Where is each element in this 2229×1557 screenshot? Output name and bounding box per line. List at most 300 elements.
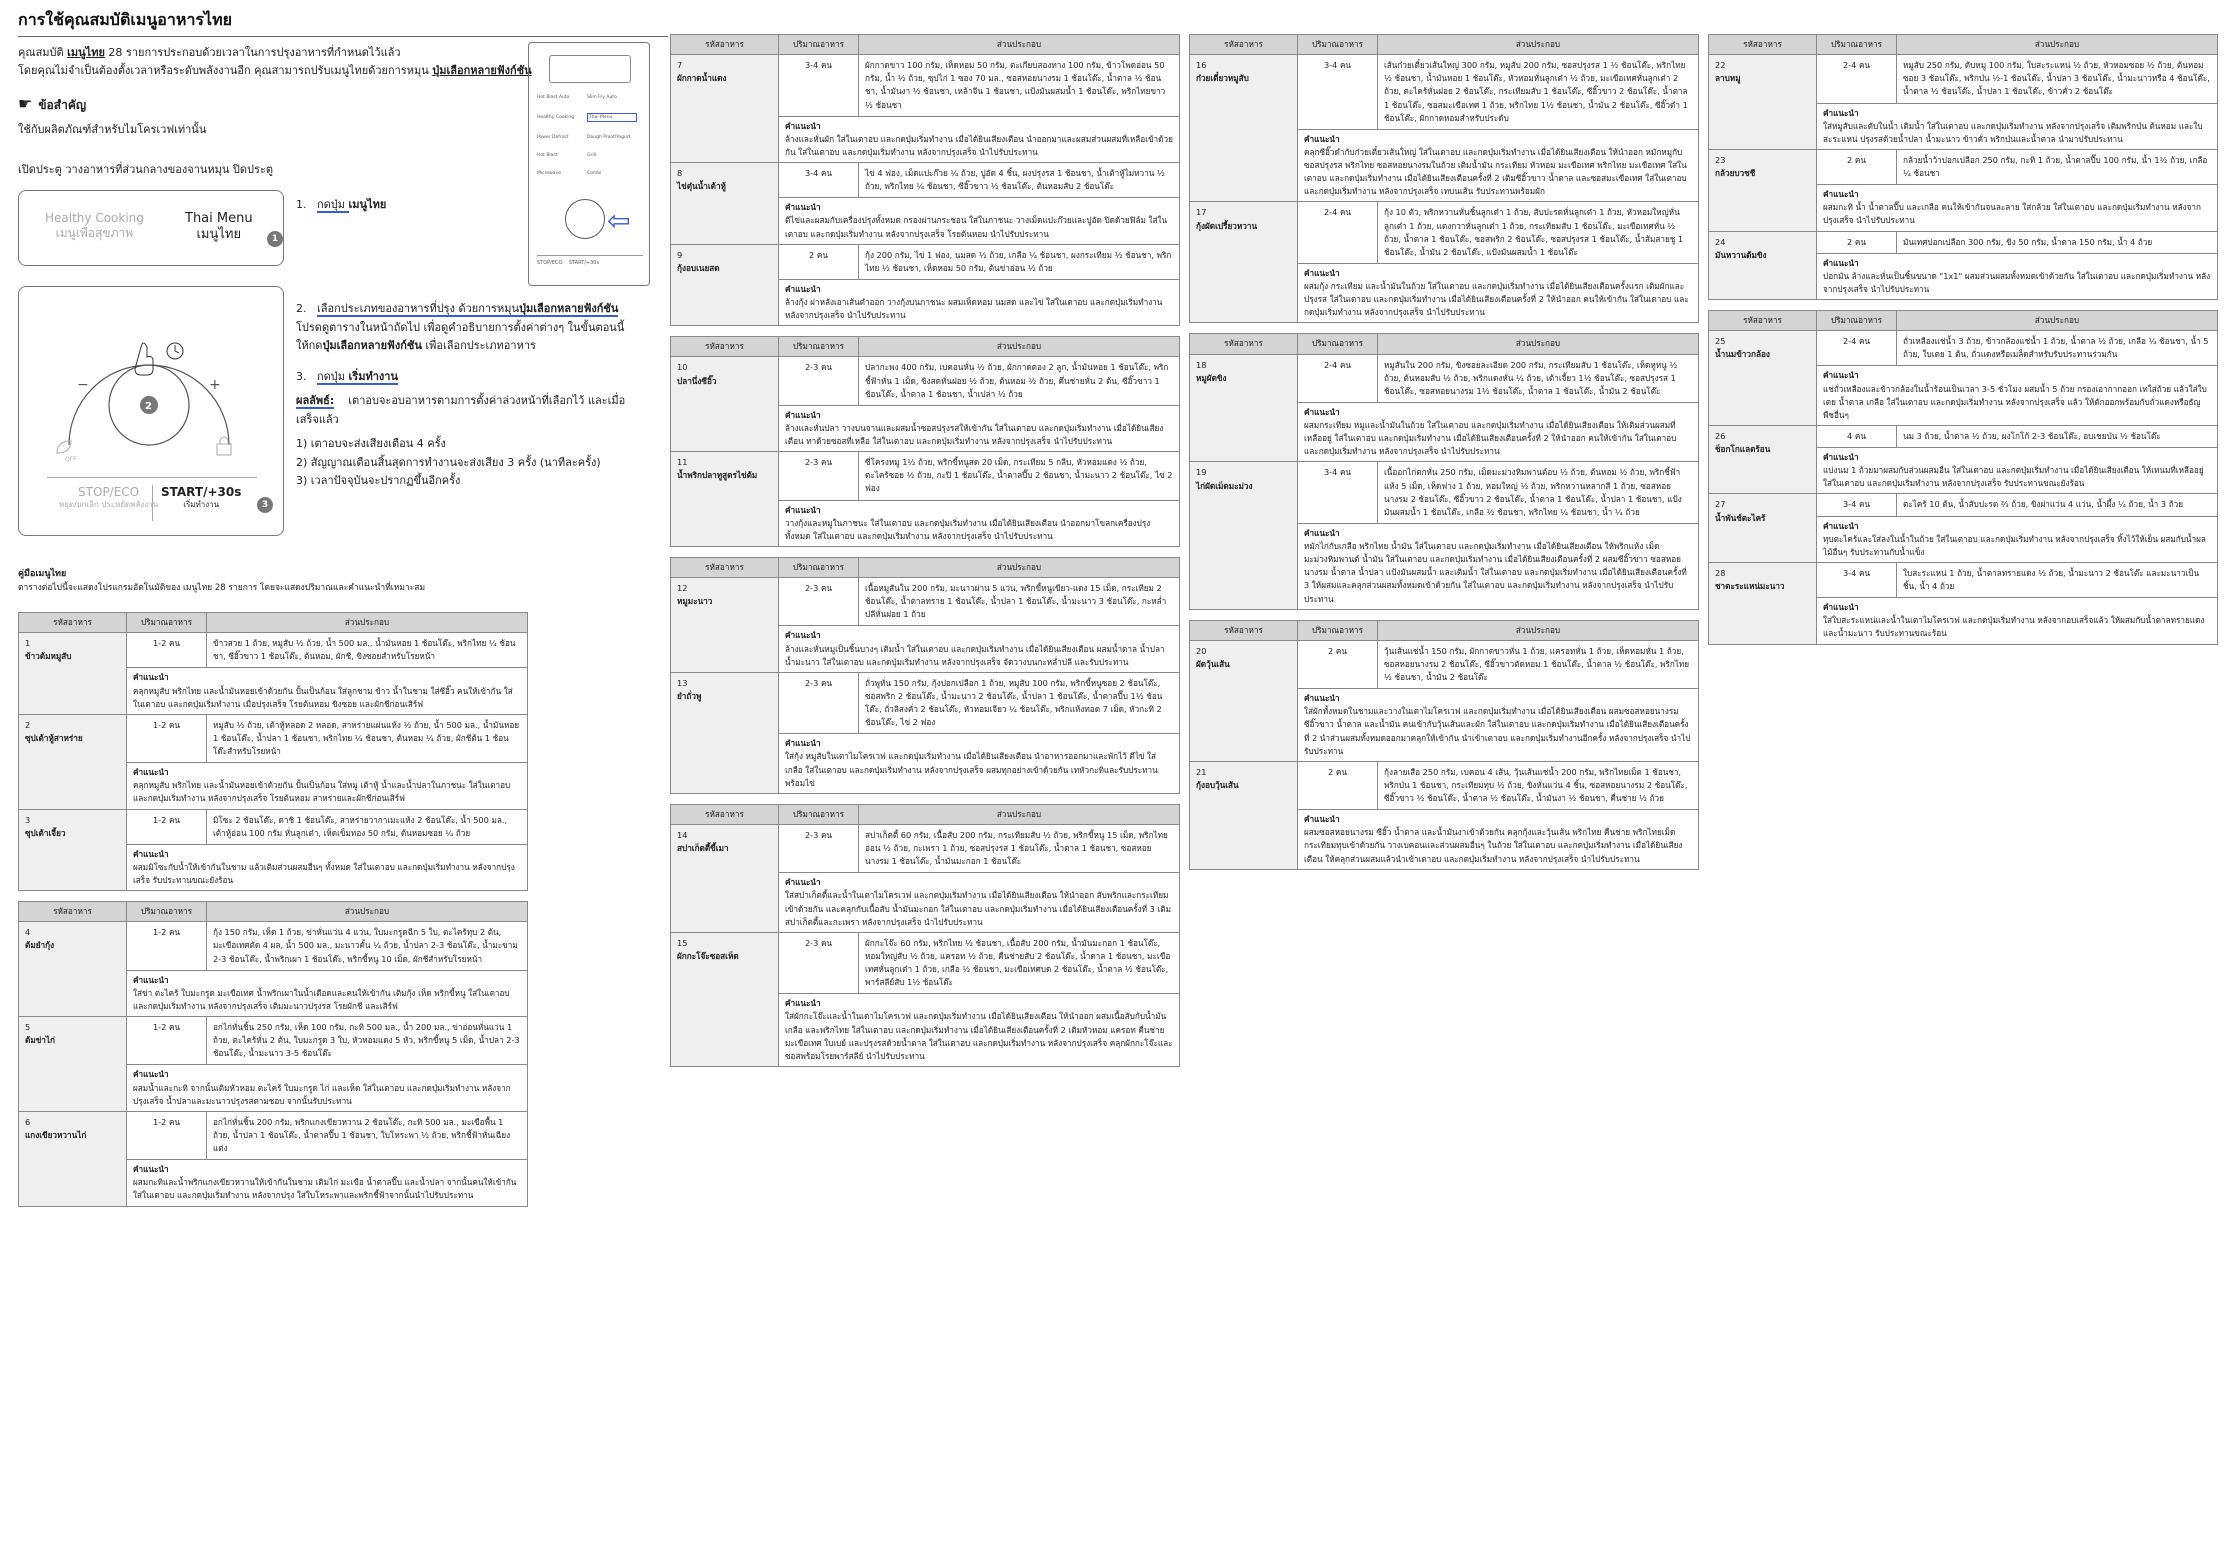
table-row: [19, 633, 528, 668]
recipe-ingredients: เส้นก๋วยเตี๋ยวเส้นใหญ่ 300 กรัม, หมูสับ 200 กรัม, ซอสปรุงรส 1 ½ ช้อนโต๊ะ, พริกไทย ½ ช้อนชา, น้ำมันหอย 1 ช้อนโต๊ะ, หัวหอมหั่นลูกเต๋า ½ ถ้วย, มะเขือเทศหั่นลูกเต๋า 2 ถ้วย, ตะไคร้หั่นฝอย 2 ช้อนโต๊ะ, กระเทียมสับ 1 ช้อนโต๊ะ, ซีอิ๊วขาว 2 ช้อนโต๊ะ, น้ำตาล 1 ช้อนโต๊ะ, ซอสมะเขือเทศ 1 ถ้วย, พริกไทย 1½ ช้อนชา, น้ำมัน 2 ช้อนโต๊ะ, ซีอิ๊วดำ 1 ช้อนโต๊ะ, ผักกาดหอมสำหรับประดับ: [1378, 55, 1699, 130]
recipe-quantity: 2 คน: [1817, 149, 1897, 184]
table-row: [1709, 494, 2218, 516]
recipe-ingredients: มิโซะ 2 ช้อนโต๊ะ, ดาชิ 1 ช้อนโต๊ะ, สาหร่ายวากาเมะแห้ง 2 ช้อนโต๊ะ, น้ำ 500 มล., เต้าหู้อ่อน 100 กรัม หั่นลูกเต๋า, เห็ดเข็มทอง 50 กรัม, ต้นหอมซอย ¼ ถ้วย: [207, 809, 528, 844]
open-door-instruction: เปิดประตู วางอาหารที่ส่วนกลางของจานหมุน ปิดประตู: [18, 162, 274, 176]
recipe-number: 9: [677, 249, 683, 260]
header-qty: ปริมาณอาหาร: [779, 557, 859, 577]
recipe-name: ผักกาดน้ำแดง: [677, 73, 727, 84]
recipe-table: [18, 612, 528, 891]
recipe-tip: [779, 734, 1180, 794]
recipe-tip: [127, 763, 528, 809]
recipe-name-cell: [671, 932, 779, 1066]
recipe-quantity: 1-2 คน: [127, 633, 207, 668]
tip-text: คลุกซีอิ๊วดำกับก๋วยเตี๋ยวเส้นใหญ่ ใส่ในเตาอบ และกดปุ่มเริ่มทำงาน เมื่อได้ยินเสียงเตือน ให้นำออก หมักหมูกับซอสปรุงรส พริกไทย ซอสหอยนางรมในถ้วย เติมน้ำมัน กระเทียม หัวหอม มะเขือเทศ พริกไทย มะเขือเทศ ใส่ในเตาอบ และกดปุ่มเริ่มทำงาน เมื่อได้ยินเสียงเตือนครั้งที่ 2 เติมซีอิ๊วขาว น้ำตาล และซอสมะเขือเทศ ใส่ในเตาอบ และกดปุ่มเริ่มทำงาน หลังจากปรุงเสร็จ เทบนเส้น รับประทานพร้อมผัก: [1304, 146, 1687, 197]
recipe-name-cell: [1190, 761, 1298, 869]
tip-text: ใส่ผักทั้งหมดในชามและวางในเตาไมโครเวฟ และกดปุ่มเริ่มทำงาน เมื่อได้ยินเสียงเตือน ผสมซอสหอยนางรม ซีอิ๊วขาว น้ำตาล และน้ำมัน คนเข้ากับวุ้นเส้นและผัก ใส่ในเตาอบ และกดปุ่มเริ่มทำงาน เมื่อได้ยินเสียงเตือนครั้งที่ 2 นำส่วนผสมทั้งหมดออกมาคลุกให้เข้ากัน นำเข้าเตาอบ และกดปุ่มเริ่มทำงานอีกครั้ง หลังจากปรุงเสร็จ นำไปรับประทาน: [1304, 706, 1691, 756]
recipe-quantity: 1-2 คน: [127, 922, 207, 970]
tip-label: คำแนะนำ: [133, 974, 169, 985]
recipe-ingredients: หมูสับ 250 กรัม, ตับหมู 100 กรัม, ใบสะระแหน่ ½ ถ้วย, หัวหอมซอย ½ ถ้วย, ต้นหอมซอย 3 ช้อนโต๊ะ, พริกป่น ½-1 ช้อนโต๊ะ, น้ำปลา 3 ช้อนโต๊ะ, น้ำมะนาวหรือ 4 ช้อนโต๊ะ, น้ำตาล ½ ช้อนโต๊ะ, น้ำปลา 1 ช้อนโต๊ะ, ข้าวคั่ว 2 ช้อนโต๊ะ: [1897, 55, 2218, 103]
recipe-tip: [1817, 103, 2218, 149]
tip-label: คำแนะนำ: [1304, 267, 1340, 278]
recipe-name: น้ำพันช์ตะไคร้: [1715, 512, 1766, 523]
recipe-name: ซุปเต้าหู้สาหร่าย: [25, 732, 83, 743]
important-heading: ☛ ข้อสำคัญ: [18, 94, 87, 114]
table-row: [1709, 331, 2218, 366]
step-badge-1: 1: [267, 231, 283, 247]
tip-label: คำแนะนำ: [133, 672, 169, 683]
svg-text:OFF: OFF: [65, 455, 77, 463]
recipe-ingredients: ข้าวสวย 1 ถ้วย, หมูสับ ½ ถ้วย, น้ำ 500 มล., น้ำมันหอย 1 ช้อนโต๊ะ, พริกไทย ¼ ช้อนชา, ซีอิ๊วขาว 1 ช้อนโต๊ะ, ต้นหอม, ผักชี, ขิงซอยสำหรับโรยหน้า: [207, 633, 528, 668]
recipe-name: สปาเก็ตตี้ขี้เมา: [677, 843, 729, 853]
recipe-ingredients: ตะไคร้ 10 ต้น, น้ำสับปะรด ⅔ ถ้วย, ขิงผ่าแว่น 4 แว่น, น้ำผึ้ง ¼ ถ้วย, น้ำ 3 ถ้วย: [1897, 494, 2218, 516]
recipe-ingredients: ไข่ 4 ฟอง, เม็ดแปะก๊วย ¼ ถ้วย, ปูอัด 4 ชิ้น, ผงปรุงรส 1 ช้อนชา, น้ำเต้าหู้ไม่หวาน ½ ถ้วย, พริกไทย ¼ ช้อนชา, ซีอิ๊วขาว ½ ช้อนโต๊ะ, ต้นหอมสับ 2 ช้อนโต๊ะ: [859, 163, 1180, 198]
recipe-ingredients: นม 3 ถ้วย, น้ำตาล ½ ถ้วย, ผงโกโก้ 2-3 ช้อนโต๊ะ, อบเชยป่น ½ ช้อนโต๊ะ: [1897, 425, 2218, 447]
header-qty: ปริมาณอาหาร: [127, 902, 207, 922]
table-row: [1709, 149, 2218, 184]
dial-knob-icon: [565, 199, 605, 239]
dial-panel-illustration: [18, 286, 284, 536]
recipe-table: [670, 804, 1180, 1067]
panel-row: Hot Blast Grill: [537, 153, 597, 158]
recipe-name: กุ้งผัดเปรี้ยวหวาน: [1196, 220, 1258, 231]
recipe-number: 8: [677, 168, 683, 178]
important-note: ใช้กับผลิตภัณฑ์สำหรับไมโครเวฟเท่านั้น: [18, 122, 207, 136]
recipe-quantity: 2-3 คน: [779, 357, 859, 405]
tip-label: คำแนะนำ: [1823, 257, 1859, 268]
tip-label: คำแนะนำ: [785, 120, 821, 131]
multi-function-selector-term: ปุ่มเลือกหลายฟังก์ชัน: [432, 64, 532, 78]
recipe-column-3: [1189, 34, 1699, 880]
recipe-tip: [779, 626, 1180, 672]
recipe-tip: [779, 279, 1180, 325]
recipe-tip: [779, 405, 1180, 451]
recipe-tip: [127, 1065, 528, 1111]
table-row: [1190, 462, 1699, 524]
recipe-number: 19: [1196, 467, 1207, 478]
recipe-number: 25: [1715, 336, 1726, 347]
recipe-name: ไข่ตุ๋นน้ำเต้าหู้: [677, 181, 726, 192]
tip-text: ผสมกะทิ น้ำ น้ำตาลปี๊บ และเกลือ คนให้เข้ากันจนละลาย ใส่กล้วย ใส่ในเตาอบ และกดปุ่มเริ่มทำงาน หลังจากปรุงเสร็จ นำไปรับประทาน: [1823, 202, 2201, 226]
recipe-name-cell: [1190, 55, 1298, 202]
recipe-name: กล้วยบวชชี: [1715, 168, 1756, 178]
intro-text: คุณสมบัติ เมนูไทย 28 รายการประกอบด้วยเวลาในการปรุงอาหารที่กำหนดไว้แล้ว โดยคุณไม่จำเป็นต้องตั้งเวลาหรือระดับพลังงานอีก คุณสามารถปรับเมนูไทยด้วยการหมุน ปุ่มเลือกหลายฟังก์ชัน: [18, 46, 532, 78]
recipe-name: หมูผัดขิง: [1196, 372, 1227, 383]
header-ingredients: ส่วนประกอบ: [1378, 620, 1699, 640]
header-code: รหัสอาหาร: [19, 902, 127, 922]
recipe-number: 28: [1715, 567, 1726, 578]
recipe-ingredients: ปลากะพง 400 กรัม, เบคอนหั่น ½ ถ้วย, ผักกาดดอง 2 ลูก, น้ำมันหอย 1 ช้อนโต๊ะ, พริกชี้ฟ้าหั่น 1 เม็ด, ขิงสดหั่นฝอย ½ ถ้วย, ต้นหอม ½ ถ้วย, คึ่นช่ายหั่น 2 ต้น, ซีอิ๊วขาว 1 ช้อนโต๊ะ, น้ำตาล 1 ช้อนชา, น้ำเปล่า ½ ถ้วย: [859, 357, 1180, 405]
recipe-number: 13: [677, 677, 688, 688]
recipe-ingredients: เนื้ออกไก่ตกหั่น 250 กรัม, เม็ดมะม่วงหิมพานต์อบ ½ ถ้วย, ต้นหอม ½ ถ้วย, พริกชี้ฟ้าแห้ง 5 เม็ด, เห็ดฟาง 1 ถ้วย, หอมใหญ่ ½ ถ้วย, พริกหวานหลากสี 1 ถ้วย, ซอสหอยนางรม 2 ช้อนโต๊ะ, ซีอิ๊วขาว 2 ช้อนโต๊ะ, น้ำตาล 1 ช้อนโต๊ะ, น้ำปลา 1 ช้อนชา, แป้งมันผสมน้ำ 1 ช้อนโต๊ะ, เกลือ ½ ช้อนชา, พริกไทย ¼ ช้อนชา, น้ำ ¼ ถ้วย: [1378, 462, 1699, 524]
table-row: [671, 55, 1180, 117]
table-header-row: [19, 613, 528, 633]
result-item: 3) เวลาปัจจุบันจะปรากฏขึ้นอีกครั้ง: [296, 474, 461, 488]
tip-text: คลุกหมูสับ พริกไทย และน้ำมันหอยเข้าด้วยกัน ปั้นเป็นก้อน ใส่หมู เต้าหู้ น้ำและน้ำปลาในภาชนะ ใส่ในเตาอบ และกดปุ่มเริ่มทำงาน หลังจากปรุงเสร็จ โรยต้นหอม สาหร่ายและผักชีก่อนเสิร์ฟ: [133, 780, 511, 804]
tip-label: คำแนะนำ: [133, 1164, 169, 1175]
recipe-number: 1: [25, 638, 31, 649]
recipe-quantity: 2-3 คน: [779, 452, 859, 500]
tip-label: คำแนะนำ: [785, 202, 821, 213]
table-row: [1190, 55, 1699, 130]
tip-text: คลุกหมูสับ พริกไทย และน้ำมันหอยเข้าด้วยกัน ปั้นเป็นก้อน ใส่ลูกชาม ข้าว น้ำในชาม ใส่ซีอิ๊ว คนให้เข้ากัน ใส่ในเตาอบ และกดปุ่มเริ่มทำงาน เมื่อปรุงเสร็จ โรยต้นหอม ขิงซอย และผักชีก่อนเสิร์ฟ: [133, 685, 513, 709]
eco-off-icon: [53, 437, 77, 463]
tip-label: คำแนะนำ: [1823, 520, 1859, 531]
recipe-name-cell: [1190, 462, 1298, 609]
tip-text: ใส่กุ้ง หมูสับในเตาไมโครเวฟ และกดปุ่มเริ่มทำงาน เมื่อได้ยินเสียงเตือน นำอาหารออกมาและพักไว้ ตีไข่ ใส่เกลือ ใส่ในเตาอบ และกดปุ่มเริ่มทำงาน หลังจากปรุงเสร็จ ผสมทุกอย่างเข้าด้วยกัน เทหัวกะทิและรับประทานพร้อมไข่: [785, 751, 1158, 788]
recipe-ingredients: อกไก่หั่นชิ้น 250 กรัม, เห็ด 100 กรัม, กะทิ 500 มล., น้ำ 200 มล., ข่าอ่อนหั่นแว่น 1 ถ้วย, ตะไคร้หั่น 2 ต้น, ใบมะกรูด 3 ใบ, หัวหอมแดง 5 หัว, พริกขี้หนู 5 เม็ด, น้ำปลา 2-3 ช้อนโต๊ะ, น้ำมะนาว 3-5 ช้อนโต๊ะ: [207, 1017, 528, 1065]
table-header-row: [1190, 35, 1699, 55]
tip-text: ผสมกระเทียม หมูและน้ำมันในถ้วย ใส่ในเตาอบ และกดปุ่มเริ่มทำงาน เมื่อได้ยินเสียงเตือน ให้เติมส่วนผสมที่เหลืออยู่ ใส่ในเตาอบ และกดปุ่มเริ่มทำงาน เมื่อได้ยินเสียงเตือนครั้งที่ 2 ให้นำออก คนให้เข้ากัน ใส่ในเตาอบ และกดปุ่มเริ่มทำงาน หลังจากปรุงเสร็จ นำไปรับประทาน: [1304, 420, 1677, 457]
recipe-ingredients: วุ้นเส้นแช่น้ำ 150 กรัม, ผักกาดขาวหั่น 1 ถ้วย, แครอทหั่น 1 ถ้วย, เห็ดหอมหั่น 1 ถ้วย, ซอสหอยนางรม 2 ช้อนโต๊ะ, ซีอิ๊วขาวตัดหอม 1 ช้อนโต๊ะ, น้ำตาล ½ ช้อนโต๊ะ, พริกไทย ½ ช้อนชา, น้ำมัน 2 ช้อนโต๊ะ: [1378, 640, 1699, 688]
recipe-tip: [779, 198, 1180, 244]
recipe-column-1: [18, 612, 528, 1217]
panel-row: Healthy Cooking Thai Menu: [537, 113, 643, 122]
multi-function-dial-icon: [57, 335, 241, 455]
tip-text: ทุบตะไคร้และใส่ลงในน้ำในถ้วย ใส่ในเตาอบ และกดปุ่มเริ่มทำงาน หลังจากปรุงเสร็จ ทิ้งไว้ให้เย็น ผสมกับน้ำผลไม้อื่นๆ รับประทานกับน้ำแข็ง: [1823, 533, 2206, 557]
recipe-table: [18, 901, 528, 1206]
header-ingredients: ส่วนประกอบ: [1378, 35, 1699, 55]
table-row: [671, 672, 1180, 734]
recipe-table: [1708, 34, 2218, 300]
recipe-name: มันหวานต้มขิง: [1715, 249, 1767, 260]
tip-text: แบ่งนม 1 ถ้วยมาผสมกับส่วนผสมอื่น ใส่ในเตาอบ และกดปุ่มเริ่มทำงาน เมื่อได้ยินเสียงเตือน ให้เทนมที่เหลืออยู่ ใส่ในเตาอบ และกดปุ่มเริ่มทำงาน หลังจากปรุงเสร็จ รับประทานขณะยังร้อน: [1823, 465, 2204, 489]
tip-label: คำแนะนำ: [785, 630, 821, 641]
tip-text: ตีไข่และผสมกับเครื่องปรุงทั้งหมด กรองผ่านกระชอน ใส่ในภาชนะ วางเม็ดแปะก๊วยและปูอัด ปิดด้วยฟิล์ม ใส่ในเตาอบ และกดปุ่มเริ่มทำงาน หลังจากปรุงเสร็จ โรยต้นหอม นำไปรับประทาน: [785, 215, 1168, 239]
recipe-name-cell: [671, 824, 779, 932]
header-code: รหัสอาหาร: [1190, 620, 1298, 640]
tip-label: คำแนะนำ: [1304, 527, 1340, 538]
table-row: [1190, 640, 1699, 688]
recipe-name-cell: [19, 922, 127, 1017]
tip-text: ล้างกุ้ง ผ่าหลังเอาเส้นดำออก วางกุ้งบนภาชนะ ผสมเห็ดหอม นมสด และไข่ ใส่ในเตาอบ และกดปุ่มเริ่มทำงาน หลังจากปรุงเสร็จ นำไปรับประทาน: [785, 297, 1163, 321]
tip-text: ใส่ข่า ตะไคร้ ใบมะกรูด มะเขือเทศ น้ำพริกเผาในน้ำเดือดและคนให้เข้ากัน เติมกุ้ง เห็ด พริกขี้หนู ใส่ในเตาอบและกดปุ่มเริ่มทำงาน หลังจากปรุงเสร็จ เติมมะนาวปรุงรส โรยผักชี และเสิร์ฟ: [133, 987, 510, 1011]
recipe-name-cell: [1709, 331, 1817, 426]
recipe-quantity: 2-3 คน: [779, 578, 859, 626]
tip-label: คำแนะนำ: [785, 504, 821, 515]
table-row: [671, 824, 1180, 872]
recipe-name-cell: [1709, 55, 1817, 150]
recipe-name-cell: [671, 357, 779, 452]
header-qty: ปริมาณอาหาร: [1298, 620, 1378, 640]
recipe-tip: [1298, 810, 1699, 870]
recipe-number: 16: [1196, 60, 1207, 71]
recipe-name-cell: [671, 163, 779, 245]
step-1: 1. กดปุ่ม เมนูไทย: [296, 198, 387, 211]
tip-label: คำแนะนำ: [1823, 452, 1859, 462]
tip-text: ผสมกะทิและน้ำพริกแกงเขียวหวานให้เข้ากันในชาม เติมไก่ มะเขือ น้ำตาลปี๊บ และน้ำปลา จากนั้นคนให้เข้ากัน ใส่ในเตาอบ และกดปุ่มเริ่มทำงาน หลังจากปรุง ใส่ใบโหระพาและพริกชี้ฟ้าจากนั้นนำไปรับประทาน: [133, 1177, 517, 1201]
recipe-number: 7: [677, 60, 683, 71]
header-ingredients: ส่วนประกอบ: [859, 337, 1180, 357]
header-qty: ปริมาณอาหาร: [1817, 35, 1897, 55]
recipe-number: 17: [1196, 207, 1207, 218]
header-code: รหัสอาหาร: [1190, 334, 1298, 354]
tip-text: วางกุ้งและหมูในภาชนะ ใส่ในเตาอบ และกดปุ่มเริ่มทำงาน เมื่อได้ยินเสียงเตือน นำออกมาโขลกเครื่องปรุงทั้งหมด ใส่ในเตาอบ และกดปุ่มเริ่มทำงาน หลังจากปรุงเสร็จ นำไปรับประทาน: [785, 517, 1151, 541]
header-code: รหัสอาหาร: [671, 557, 779, 577]
mode-panel-illustration: [18, 190, 284, 266]
tip-label: คำแนะนำ: [1304, 406, 1340, 417]
lock-icon: [215, 435, 233, 457]
recipe-name-cell: [1190, 354, 1298, 462]
recipe-tip: [1817, 366, 2218, 426]
microwave-control-panel-illustration: [528, 42, 650, 286]
recipe-ingredients: สปาเก็ตตี้ 60 กรัม, เนื้อสับ 200 กรัม, กระเทียมสับ ½ ถ้วย, พริกขี้หนู 15 เม็ด, พริกไทยอ่อน ½ ถ้วย, กะเพรา 1 ถ้วย, ซอสปรุงรส 1 ช้อนโต๊ะ, น้ำตาล 1 ช้อนชา, ซอสหอยนางรม 1 ช้อนโต๊ะ, น้ำมันมะกอก 1 ช้อนโต๊ะ: [859, 824, 1180, 872]
recipe-tip: [1298, 689, 1699, 762]
recipe-tip: [1298, 402, 1699, 462]
recipe-quantity: 2-4 คน: [1298, 202, 1378, 264]
recipe-quantity: 3-4 คน: [1817, 562, 1897, 597]
recipe-quantity: 2-3 คน: [779, 932, 859, 994]
table-row: [671, 578, 1180, 626]
recipe-table: [670, 34, 1180, 326]
result-list: [296, 435, 601, 491]
recipe-name: ต้มยำกุ้ง: [25, 940, 55, 951]
recipe-tip: [1298, 523, 1699, 609]
page-title: การใช้คุณสมบัติเมนูอาหารไทย: [18, 8, 668, 37]
recipe-quantity: 2-3 คน: [779, 672, 859, 734]
recipe-name: ลาบหมู: [1715, 73, 1741, 84]
recipe-tip: [1817, 185, 2218, 231]
recipe-quantity: 2-4 คน: [1298, 354, 1378, 402]
recipe-number: 11: [677, 457, 688, 468]
header-qty: ปริมาณอาหาร: [779, 35, 859, 55]
recipe-name: ผัดวุ้นเส้น: [1196, 658, 1230, 669]
recipe-name: ผักกะโจ๊ะซอสเห็ด: [677, 950, 739, 961]
header-qty: ปริมาณอาหาร: [1298, 35, 1378, 55]
recipe-name-cell: [671, 55, 779, 163]
recipe-table: [670, 557, 1180, 794]
header-ingredients: ส่วนประกอบ: [207, 613, 528, 633]
recipe-number: 2: [25, 719, 31, 730]
recipe-quantity: 1-2 คน: [127, 1111, 207, 1159]
tip-text: ปอกมัน ล้างและหั่นเป็นชิ้นขนาด "1x1" ผสมส่วนผสมทั้งหมดเข้าด้วยกัน ใส่ในเตาอบ และกดปุ่มเริ่มทำงาน หลังจากปรุงเสร็จ นำไปรับประทาน: [1823, 270, 2211, 294]
header-ingredients: ส่วนประกอบ: [859, 557, 1180, 577]
step-2: 2. เลือกประเภทของอาหารที่ปรุง ด้วยการหมุนปุ่มเลือกหลายฟังก์ชัน โปรดดูตารางในหน้าถัดไป เพื่อดูคำอธิบายการตั้งค่าต่างๆ ในขั้นตอนนี้ ให้กดปุ่มเลือกหลายฟังก์ชัน เพื่อเลือกประเภทอาหาร: [296, 302, 625, 353]
recipe-tip: [1817, 253, 2218, 299]
thai-menu-button: Thai Menu เมนูไทย: [185, 210, 253, 243]
recipe-quantity: 2-4 คน: [1817, 55, 1897, 103]
table-row: [671, 244, 1180, 279]
tip-label: คำแนะนำ: [1823, 189, 1859, 200]
step-badge-3: 3: [257, 497, 273, 513]
recipe-tip: [1817, 516, 2218, 562]
table-row: [19, 922, 528, 970]
table-header-row: [1190, 334, 1699, 354]
recipe-ingredients: เนื้อหมูสันใน 200 กรัม, มะนาวผ่าน 5 แว่น, พริกขี้หนูเขียว-แดง 15 เม็ด, กระเทียม 2 ช้อนโต๊ะ, น้ำตาลทราย 1 ช้อนโต๊ะ, น้ำปลา 1 ช้อนโต๊ะ, น้ำมะนาว 3 ช้อนโต๊ะ, กะหล่ำปลีหั่นฝอย 1 ถ้วย: [859, 578, 1180, 626]
recipe-number: 26: [1715, 430, 1726, 441]
recipe-ingredients: กุ้ง 150 กรัม, เห็ด 1 ถ้วย, ข่าหั่นแว่น 4 แว่น, ใบมะกรูดฉีก 5 ใบ, ตะไคร้ทุบ 2 ต้น, มะเขือเทศตัด 4 ผล, น้ำ 500 มล., มะนาวคั้น ¼ ถ้วย, น้ำปลา 2-3 ช้อนโต๊ะ, น้ำมะขาม 2-3 ช้อนโต๊ะ, น้ำพริกเผา 1 ช้อนโต๊ะ, พริกขี้หนู 10 เม็ด, ผักชีสำหรับโรยหน้า: [207, 922, 528, 970]
recipe-name: ยำถั่วพู: [677, 690, 702, 701]
recipe-tip: [779, 873, 1180, 933]
recipe-quantity: 1-2 คน: [127, 714, 207, 762]
header-ingredients: ส่วนประกอบ: [207, 902, 528, 922]
tip-text: ใส่ใบสะระแหน่และน้ำในเตาไมโครเวฟ และกดปุ่มเริ่มทำงาน หลังจากอบเสร็จแล้ว ให้ผสมกับน้ำตาลทรายแดงและน้ำมะนาว รับประทานขณะร้อน: [1823, 615, 2205, 639]
recipe-name: แกงเขียวหวานไก่: [25, 1129, 87, 1140]
recipe-name-cell: [1190, 640, 1298, 761]
recipe-tip: [127, 1160, 528, 1206]
table-row: [1190, 202, 1699, 264]
header-code: รหัสอาหาร: [1709, 311, 1817, 331]
recipe-ingredients: ถั่วพูหั่น 150 กรัม, กุ้งปอกเปลือก 1 ถ้วย, หมูสับ 100 กรัม, พริกขี้หนูซอย 2 ช้อนโต๊ะ, ซอสพริก 2 ช้อนโต๊ะ, น้ำมะนาว 2 ช้อนโต๊ะ, น้ำปลา 1 ช้อนโต๊ะ, น้ำตาลปี๊บ 1½ ช้อนโต๊ะ, ถั่วลิสงคั่ว 2 ช้อนโต๊ะ, หัวหอมเจียว ¼ ช้อนโต๊ะ, พริกแห้งทอด 7 เม็ด, หัวกะทิ 2 ช้อนโต๊ะ, ไข่ 2 ฟอง: [859, 672, 1180, 734]
panel-row: Power Defrost Dough Proof/Yogurt: [537, 135, 631, 140]
tip-label: คำแนะนำ: [785, 738, 821, 749]
recipe-tip: [1298, 263, 1699, 323]
thai-menu-term: เมนูไทย: [67, 46, 105, 60]
recipe-ingredients: ผักกะโจ๊ะ 60 กรัม, พริกไทย ½ ช้อนชา, เนื้อสับ 200 กรัม, น้ำมันมะกอก 1 ช้อนโต๊ะ, หอมใหญ่สับ ½ ถ้วย, แครอท ½ ถ้วย, คื่นช่ายสับ 2 ช้อนโต๊ะ, น้ำตาล 1 ช้อนชา, มะเขือเทศหั่นลูกเต๋า 1 ถ้วย, เกลือ ½ ช้อนชา, มะเขือเทศบด 2 ช้อนโต๊ะ, น้ำตาล ½ ช้อนโต๊ะ, พาร์สลีย์สับ 1½ ช้อนโต๊ะ: [859, 932, 1180, 994]
tip-text: ผสมมิโซะกับน้ำให้เข้ากันในชาม แล้วเติมส่วนผสมอื่นๆ ทั้งหมด ใส่ในเตาอบ และกดปุ่มเริ่มทำงาน หลังจากปรุงเสร็จ รับประทานขณะยังร้อน: [133, 861, 515, 885]
header-qty: ปริมาณอาหาร: [1298, 334, 1378, 354]
recipe-name-cell: [1709, 562, 1817, 644]
tip-label: คำแนะนำ: [785, 998, 821, 1009]
table-header-row: [1709, 311, 2218, 331]
recipe-number: 18: [1196, 359, 1207, 370]
header-qty: ปริมาณอาหาร: [779, 804, 859, 824]
recipe-ingredients: กล้วยน้ำว้าปอกเปลือก 250 กรัม, กะทิ 1 ถ้วย, น้ำตาลปี๊บ 100 กรัม, น้ำ 1½ ถ้วย, เกลือ ¼ ช้อนชา: [1897, 149, 2218, 184]
display-screen: [549, 55, 631, 83]
table-row: [671, 357, 1180, 405]
recipe-quantity: 2 คน: [1817, 231, 1897, 253]
recipe-quantity: 3-4 คน: [1298, 462, 1378, 524]
result-item: 1) เตาอบจะส่งเสียงเตือน 4 ครั้ง: [296, 437, 446, 450]
recipe-quantity: 3-4 คน: [1817, 494, 1897, 516]
table-header-row: [671, 337, 1180, 357]
recipe-number: 23: [1715, 154, 1726, 165]
tip-label: คำแนะนำ: [1304, 814, 1340, 825]
recipe-quantity: 2-4 คน: [1817, 331, 1897, 366]
healthy-cooking-label: Healthy Cooking เมนูเพื่อสุขภาพ: [45, 210, 144, 241]
recipe-number: 3: [25, 814, 31, 825]
tip-text: ผสมน้ำและกะทิ จากนั้นเติมหัวหอม ตะไคร้ ใบมะกรูด ไก่ และเห็ด ใส่ในเตาอบ และกดปุ่มเริ่มทำงาน หลังจากปรุงเสร็จ น้ำปลาและมะนาวปรุงรสตามชอบ จากนั้นรับประทาน: [133, 1082, 511, 1106]
recipe-number: 4: [25, 927, 31, 938]
header-qty: ปริมาณอาหาร: [779, 337, 859, 357]
start-button: START/+30s เริ่มทำงาน: [161, 484, 242, 510]
tip-text: ล้างและหั่นผัก ใส่ในเตาอบ และกดปุ่มเริ่มทำงาน เมื่อได้ยินเสียงเตือน นำออกมาและผสมส่วนผสมที่เหลือเข้าด้วยกัน ใส่ในเตาอบ และกดปุ่มเริ่มทำงาน หลังจากปรุงเสร็จ นำไปรับประทาน: [785, 133, 1173, 157]
recipe-name-cell: [671, 244, 779, 326]
header-qty: ปริมาณอาหาร: [127, 613, 207, 633]
header-code: รหัสอาหาร: [671, 35, 779, 55]
recipe-name: น้ำพริกปลาทูสูตรไข่ต้ม: [677, 470, 758, 481]
recipe-tip: [779, 500, 1180, 546]
recipe-number: 5: [25, 1022, 31, 1032]
recipe-ingredients: มันเทศปอกเปลือก 300 กรัม, ขิง 50 กรัม, น้ำตาล 150 กรัม, น้ำ 4 ถ้วย: [1897, 231, 2218, 253]
table-header-row: [671, 804, 1180, 824]
recipe-quantity: 3-4 คน: [779, 163, 859, 198]
step-result: ผลลัพธ์: เตาอบจะอบอาหารตามการตั้งค่าล่วงหน้าที่เลือกไว้ และเมื่อเสร็จแล้ว: [296, 394, 626, 426]
device-buttons: STOP/ECO START/+30s: [537, 255, 643, 267]
recipe-name-cell: [1709, 425, 1817, 494]
tip-label: คำแนะนำ: [133, 767, 169, 778]
recipe-number: 10: [677, 362, 688, 373]
panel-row: Hot Blast Auto Slim Fry Auto: [537, 95, 617, 100]
recipe-ingredients: ถั่วเหลืองแช่น้ำ 3 ถ้วย, ข้าวกล้องแช่น้ำ 1 ถ้วย, น้ำตาล ½ ถ้วย, เกลือ ¼ ช้อนชา, น้ำ 5 ถ้วย, ใบเตย 1 ต้น, ถั่วแดงหรือเมล็ดสำหรับรับประทานร่วมกัน: [1897, 331, 2218, 366]
tip-text: ล้างและหั่นปลา วางบนจานและผสมน้ำซอสปรุงรสให้เข้ากัน ใส่ในเตาอบ และกดปุ่มเริ่มทำงาน เมื่อได้ยินเสียงเตือน ทาด้วยซอสที่เหลือ ใส่ในเตาอบ และกดปุ่มเริ่มทำงาน หลังจากปรุงเสร็จ นำไปรับประทาน: [785, 422, 1164, 446]
tip-text: ใส่ผักกะโจ๊ะและน้ำในเตาไมโครเวฟ และกดปุ่มเริ่มทำงาน เมื่อได้ยินเสียงเตือน ให้นำออก ผสมเนื้อสับกับน้ำมันเกลือ และพริกไทย ใส่ในเตาอบ และกดปุ่มเริ่มทำงาน เมื่อได้ยินเสียงเตือนครั้งที่ 2 เติมหัวหอม แครอท คื่นช่าย มะเขือเทศ ใบเบย์ และปรุงรสด้วยน้ำตาล ใส่ในเตาอบ และกดปุ่มเริ่มทำงาน หลังจากปรุงเสร็จ คลุกผักกะโจ๊ะและซอสพร้อมโรยพาร์สลีย์ นำไปรับประทาน: [785, 1011, 1173, 1061]
recipe-name-cell: [671, 452, 779, 547]
table-header-row: [1709, 35, 2218, 55]
table-row: [671, 932, 1180, 994]
recipe-name: ซุปเต้าเจี้ยว: [25, 827, 66, 838]
recipe-number: 22: [1715, 60, 1726, 71]
table-row: [671, 452, 1180, 500]
table-row: [1190, 761, 1699, 809]
table-row: [19, 1111, 528, 1159]
tip-label: คำแนะนำ: [1304, 133, 1340, 144]
recipe-tip: [127, 844, 528, 890]
arrow-left-icon: ⇦: [607, 204, 631, 237]
recipe-tip: [1298, 129, 1699, 202]
recipe-ingredients: ซี่โครงหมู 1½ ถ้วย, พริกขี้หนูสด 20 เม็ด, กระเทียม 5 กลีบ, หัวหอมแดง ½ ถ้วย, ตะไคร้ซอย ½ ถ้วย, กะปิ 1 ช้อนโต๊ะ, น้ำตาลปี๊บ 2 ช้อนชา, น้ำมะนาว 2 ช้อนโต๊ะ, ไข่ 2 ฟอง: [859, 452, 1180, 500]
tip-label: คำแนะนำ: [133, 1069, 169, 1080]
recipe-ingredients: กุ้งลายเสือ 250 กรัม, เบคอน 4 เส้น, วุ้นเส้นแช่น้ำ 200 กรัม, พริกไทยเม็ด 1 ช้อนชา, พริกป่น 1 ช้อนชา, กระเทียมทุบ ½ ถ้วย, ขิงหั่นแว่น 4 ชิ้น, ซอสหอยนางรม 2 ช้อนโต๊ะ, ซีอิ๊วขาว ½ ช้อนโต๊ะ, น้ำตาล ½ ช้อนโต๊ะ, น้ำมันงา ½ ช้อนชา, คื่นช่าย ½ ถ้วย: [1378, 761, 1699, 809]
recipe-quantity: 1-2 คน: [127, 809, 207, 844]
recipe-name-cell: [19, 633, 127, 715]
tip-text: แช่ถั่วเหลืองและข้าวกล้องในน้ำร้อนเป็นเวลา 3-5 ชั่วโมง ผสมน้ำ 5 ถ้วย กรองเอากากออก เทใส่ถ้วย แล้วใส่ใบเตย น้ำตาล เกลือ ใส่ในเตาอบ และกดปุ่มเริ่มทำงาน หลังจากปรุงเสร็จ แล้ว ให้ตักออกพร้อมกับถั่วแดงหรือธัญพืชอื่นๆ: [1823, 383, 2207, 420]
recipe-name-cell: [1709, 494, 1817, 563]
recipe-name-cell: [671, 578, 779, 673]
recipe-quantity: 2 คน: [779, 244, 859, 279]
table-row: [19, 809, 528, 844]
tip-text: ใส่สปาเก็ตตี้และน้ำในเตาไมโครเวฟ และกดปุ่มเริ่มทำงาน เมื่อได้ยินเสียงเตือน ให้นำออก สับพริกและกระเทียมเข้าด้วยกัน และคลุกกับเนื้อสับ น้ำมันมะกอก ใส่ในเตาอบ และกดปุ่มเริ่มทำงาน เมื่อได้ยินเสียงเตือนครั้งที่ 3 เติมสปาเก็ตตี้และกะเพรา หลังจากปรุงเสร็จ นำไปรับประทาน: [785, 890, 1172, 927]
tip-text: ผสมซอสหอยนางรม ซีอิ๊ว น้ำตาล และน้ำมันงาเข้าด้วยกัน คลุกกุ้งและวุ้นเส้น พริกไทย คื่นช่าย พริกไทยเม็ด กระเทียมทุบเข้าด้วยกัน วางเบคอนและส่วนผสมอื่นๆ ในถ้วย ใส่ในเตาอบ และกดปุ่มเริ่มทำงาน เมื่อได้ยินเสียงเตือน ให้คลุกส่วนผสมแล้วนำเข้าเตาอบ และกดปุ่มเริ่มทำงาน หลังจากปรุงเสร็จ นำไปรับประทาน: [1304, 827, 1683, 864]
table-row: [1709, 231, 2218, 253]
recipe-number: 6: [25, 1116, 31, 1127]
tip-text: ล้างและหั่นหมูเป็นชิ้นบางๆ เติมน้ำ ใส่ในเตาอบ และกดปุ่มเริ่มทำงาน เมื่อได้ยินเสียงเตือน ผสมน้ำตาล น้ำปลา น้ำมะนาว ใส่ในเตาอบ และกดปุ่มเริ่มทำงาน หลังจากปรุงเสร็จ จัดวางบนกะหล่ำปลี และรับประทาน: [785, 643, 1165, 667]
header-code: รหัสอาหาร: [671, 804, 779, 824]
recipe-quantity: 1-2 คน: [127, 1017, 207, 1065]
recipe-tip: [127, 668, 528, 714]
recipe-table: [1189, 333, 1699, 609]
recipe-name-cell: [1709, 231, 1817, 300]
recipe-table: [1708, 310, 2218, 645]
result-item: 2) สัญญาณเตือนสิ้นสุดการทำงานจะส่งเสียง 3 ครั้ง (นาทีละครั้ง): [296, 455, 601, 469]
recipe-number: 14: [677, 829, 688, 840]
recipe-quantity: 4 คน: [1817, 425, 1897, 447]
recipe-name-cell: [1709, 149, 1817, 231]
recipe-quantity: 3-4 คน: [779, 55, 859, 117]
table-row: [1709, 562, 2218, 597]
recipe-ingredients: หมูสับ ½ ถ้วย, เต้าหู้หลอด 2 หลอด, สาหร่ายแผ่นแห้ง ½ ถ้วย, น้ำ 500 มล., น้ำมันหอย 1 ช้อนโต๊ะ, น้ำปลา 1 ช้อนชา, พริกไทย ¼ ช้อนชา, ต้นหอม ¼ ถ้วย, ผักชีต้น 1 ช้อนโต๊ะสำหรับโรยหน้า: [207, 714, 528, 762]
recipe-number: 12: [677, 583, 688, 593]
menu-guide-subtitle: ตารางต่อไปนี้จะแสดงโปรแกรมอัตโนมัติของ เมนูไทย 28 รายการ โดยจะแสดงปริมาณและคำแนะนำที่เหมาะสม: [18, 583, 426, 593]
recipe-column-2: [670, 34, 1180, 1077]
stop-eco-button: STOP/ECO หยุด/ยกเลิก ประหยัดพลังงาน: [59, 484, 159, 510]
recipe-table: [1189, 620, 1699, 870]
header-ingredients: ส่วนประกอบ: [859, 804, 1180, 824]
pointing-hand-icon: ☛: [18, 94, 33, 114]
recipe-ingredients: อกไก่หั่นชิ้น 200 กรัม, พริกแกงเขียวหวาน 2 ช้อนโต๊ะ, กะทิ 500 มล., มะเขือพื้น 1 ถ้วย, น้ำปลา 1 ช้อนโต๊ะ, น้ำตาลปี๊บ 1 ช้อนชา, ใบโหระพา ½ ถ้วย, พริกชี้ฟ้าหั่นเฉียงแต่ง: [207, 1111, 528, 1159]
recipe-number: 21: [1196, 766, 1207, 777]
recipe-name-cell: [19, 1111, 127, 1206]
recipe-tip: [127, 970, 528, 1016]
header-code: รหัสอาหาร: [1709, 35, 1817, 55]
tip-label: คำแนะนำ: [1823, 370, 1859, 381]
recipe-quantity: 2-3 คน: [779, 824, 859, 872]
recipe-name: ไก่ผัดเม็ดมะม่วง: [1196, 480, 1253, 491]
recipe-ingredients: กุ้ง 10 ตัว, พริกหวานหั่นชิ้นลูกเต๋า 1 ถ้วย, สับปะรดหั่นลูกเต๋า 1 ถ้วย, หัวหอมใหญ่หั่นลูกเต๋า 1 ถ้วย, แตงกวาหั่นลูกเต๋า 1 ถ้วย, กระเทียมสับ 1 ช้อนโต๊ะ, มะเขือเทศหั่น ½ ถ้วย, น้ำตาล 1 ช้อนโต๊ะ, ซอสพริก 2 ช้อนโต๊ะ, ซอสปรุงรส 1 ช้อนโต๊ะ, น้ำส้มสายชู 1 ช้อนโต๊ะ, น้ำมัน 2 ช้อนโต๊ะ, แป้งมันผสมน้ำ 1 ช้อนโต๊ะ: [1378, 202, 1699, 264]
recipe-name-cell: [19, 714, 127, 809]
recipe-quantity: 2 คน: [1298, 640, 1378, 688]
header-code: รหัสอาหาร: [1190, 35, 1298, 55]
tip-text: หมักไก่กับเกลือ พริกไทย น้ำมัน ใส่ในเตาอบ และกดปุ่มเริ่มทำงาน เมื่อได้ยินเสียงเตือน ให้พริกแห้ง เม็ดมะม่วงหิมพานต์ น้ำมัน ใส่ในเตาอบ และกดปุ่มเริ่มทำงาน เมื่อได้ยินเสียงเตือนครั้งที่ 2 ผสมซีอิ๊วขาว ซอสหอยนางรม น้ำตาล น้ำปลา แป้งมันผสมน้ำ และเติมน้ำ ใส่ในเตาอบ และกดปุ่มเริ่มทำงาน เมื่อได้ยินเสียงเตือนครั้งที่ 3 ให้ผสมและคลุกส่วนผสมทั้งหมดเข้าด้วยกัน ใส่ในเตาอบ และกดปุ่มเริ่มทำงาน หลังจากปรุงเสร็จ นำไปรับประทาน: [1304, 541, 1687, 604]
table-header-row: [671, 35, 1180, 55]
recipe-number: 24: [1715, 236, 1726, 247]
table-row: [1709, 425, 2218, 447]
recipe-name: ก๋วยเตี๋ยวหมูสับ: [1196, 73, 1249, 84]
recipe-quantity: 2 คน: [1298, 761, 1378, 809]
tip-label: คำแนะนำ: [1304, 693, 1340, 704]
tip-text: ผสมกุ้ง กระเทียม และน้ำมันในถ้วย ใส่ในเตาอบ และกดปุ่มเริ่มทำงาน เมื่อได้ยินเสียงเตือนครั้งแรก เติมผักและปรุงรส ใส่ในเตาอบ และกดปุ่มเริ่มทำงาน เมื่อได้ยินเสียงเตือนครั้งที่ 2 ให้นำออก คนให้เข้ากัน ใส่ในเตาอบ และกดปุ่มเริ่มทำงาน หลังจากปรุงเสร็จ นำไปรับประทาน: [1304, 281, 1689, 318]
recipe-ingredients: หมูสันใน 200 กรัม, ขิงซอยละเอียด 200 กรัม, กระเทียมสับ 1 ช้อนโต๊ะ, เห็ดหูหนู ½ ถ้วย, ต้นหอมสับ ½ ถ้วย, พริกแดงหั่น ¼ ถ้วย, เต้าเจี้ยว 1½ ช้อนโต๊ะ, ซอสปรุงรส 1 ช้อนโต๊ะ, ซอสหอยนางรม 1½ ช้อนโต๊ะ, น้ำตาล 1 ช้อนโต๊ะ, น้ำมัน 2 ช้อนโต๊ะ: [1378, 354, 1699, 402]
tip-text: ใส่หมูสับและตับในน้ำ เติมน้ำ ใส่ในเตาอบ และกดปุ่มเริ่มทำงาน หลังจากปรุงเสร็จ เติมพริกป่น ต้นหอม และใบสะระแหน่ ปรุงรสด้วยน้ำปลา น้ำมะนาว ข้าวคั่ว พริกป่นและน้ำตาล นำมาปรับประทาน: [1823, 120, 2203, 144]
